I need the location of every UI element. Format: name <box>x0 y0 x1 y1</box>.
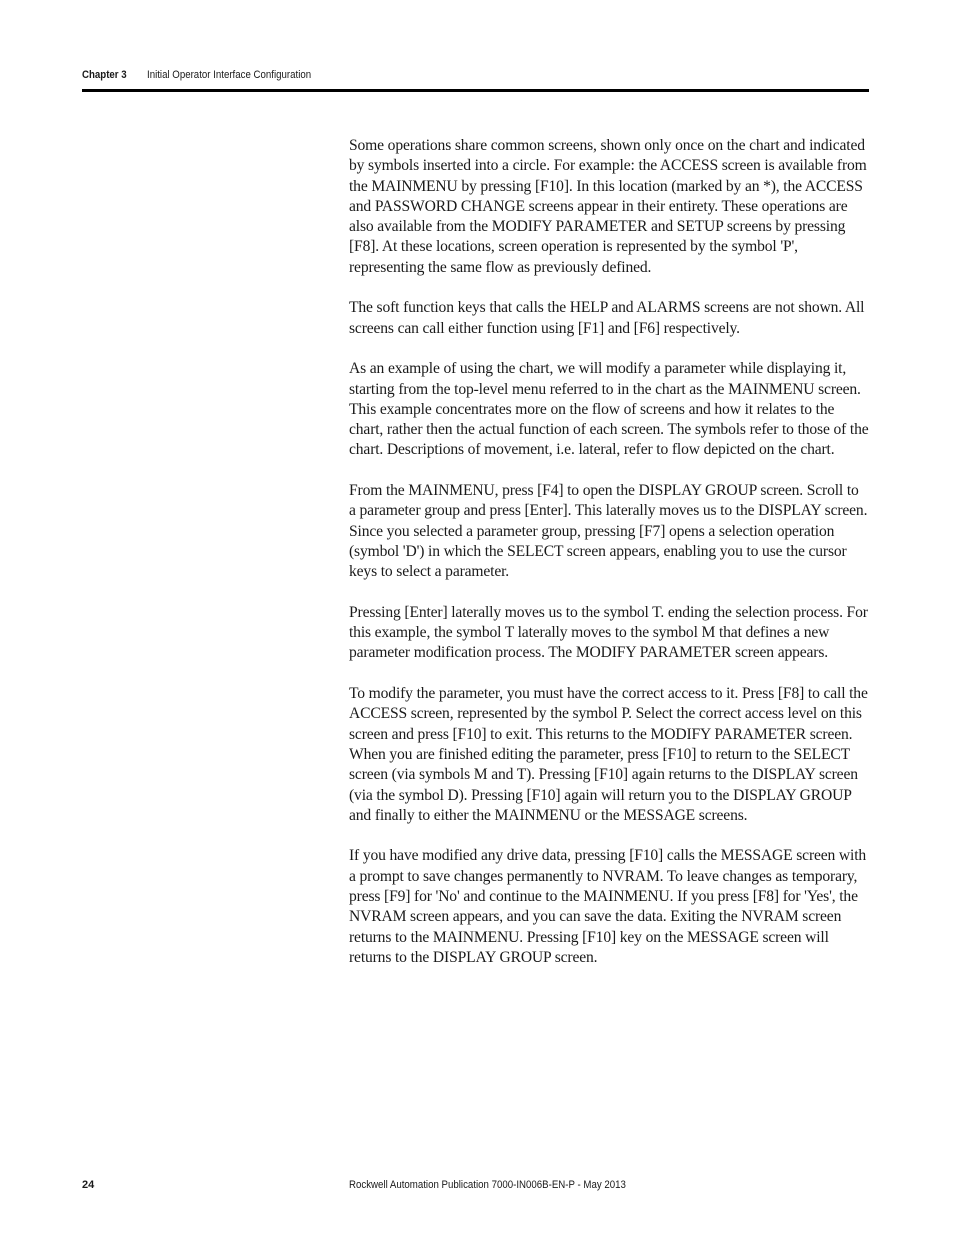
paragraph: To modify the parameter, you must have the correct access to it. Press [F8] to call the ACCESS screen, represented by the symbol P. Select the correct access level on this screen and press [F10] to exit. This returns to the MODIFY PARAMETER screen. When you are finished editing the parameter, press [F10] to return to the SELECT screen (via symbols M and T). Pressing [F10] again returns to the DISPLAY screen (via the symbol D). Pressing [F10] again will return you to the DISPLAY GROUP and finally to either the MAINMENU or the MESSAGE screens. <box>349 685 868 824</box>
header-rule <box>82 89 869 92</box>
body-text <box>349 136 869 988</box>
paragraph: If you have modified any drive data, pressing [F10] calls the MESSAGE screen with a prompt to save changes permanently to NVRAM. To leave changes as temporary, press [F9] for 'No' and continue to the MAINMENU. If you press [F8] for 'Yes', the NVRAM screen appears, and you can save the data. Exiting the NVRAM screen returns to the MAINMENU. Pressing [F10] key on the MESSAGE screen will returns to the DISPLAY GROUP screen. <box>349 847 867 966</box>
publication-info: Rockwell Automation Publication 7000-IN006B-EN-P - May 2013 <box>349 1179 626 1191</box>
running-header <box>82 66 869 84</box>
paragraph: Pressing [Enter] laterally moves us to the symbol T. ending the selection process. For this example, the symbol T laterally moves to the symbol M that defines a new parameter modification process. The MODIFY PARAMETER screen appears. <box>349 603 868 662</box>
paragraph: The soft function keys that calls the HELP and ALARMS screens are not shown. All screens can call either function using [F1] and [F6] respectively. <box>349 299 865 337</box>
chapter-label: Chapter 3 <box>82 69 127 81</box>
chapter-title: Initial Operator Interface Configuration <box>147 69 312 81</box>
paragraph: From the MAINMENU, press [F4] to open the DISPLAY GROUP screen. Scroll to a parameter group and press [Enter]. This laterally moves us to the DISPLAY screen. Since you selected a parameter group, pressing [F7] opens a selection operation (symbol 'D') in which the SELECT screen appears, enabling you to use the cursor keys to select a parameter. <box>349 482 868 581</box>
paragraph: Some operations share common screens, shown only once on the chart and indicated by symbols inserted into a circle. For example: the ACCESS screen is available from the MAINMENU by pressing [F10]. In this location (marked by an *), the ACCESS and PASSWORD CHANGE screens appear in their entirety. These operations are also available from the MODIFY PARAMETER and SETUP screens by pressing [F8]. At these locations, screen operation is represented by the symbol 'P', representing the same flow as previously defined. <box>349 137 867 276</box>
page-number: 24 <box>82 1179 95 1191</box>
paragraph: As an example of using the chart, we will modify a parameter while displaying it, starting from the top-level menu referred to in the chart as the MAINMENU screen. This example concentrates more on the flow of screens and how it relates to the chart, rather then the actual function of each screen. The symbols refer to those of the chart. Descriptions of movement, i.e. lateral, refer to flow depicted on the chart. <box>349 360 869 459</box>
